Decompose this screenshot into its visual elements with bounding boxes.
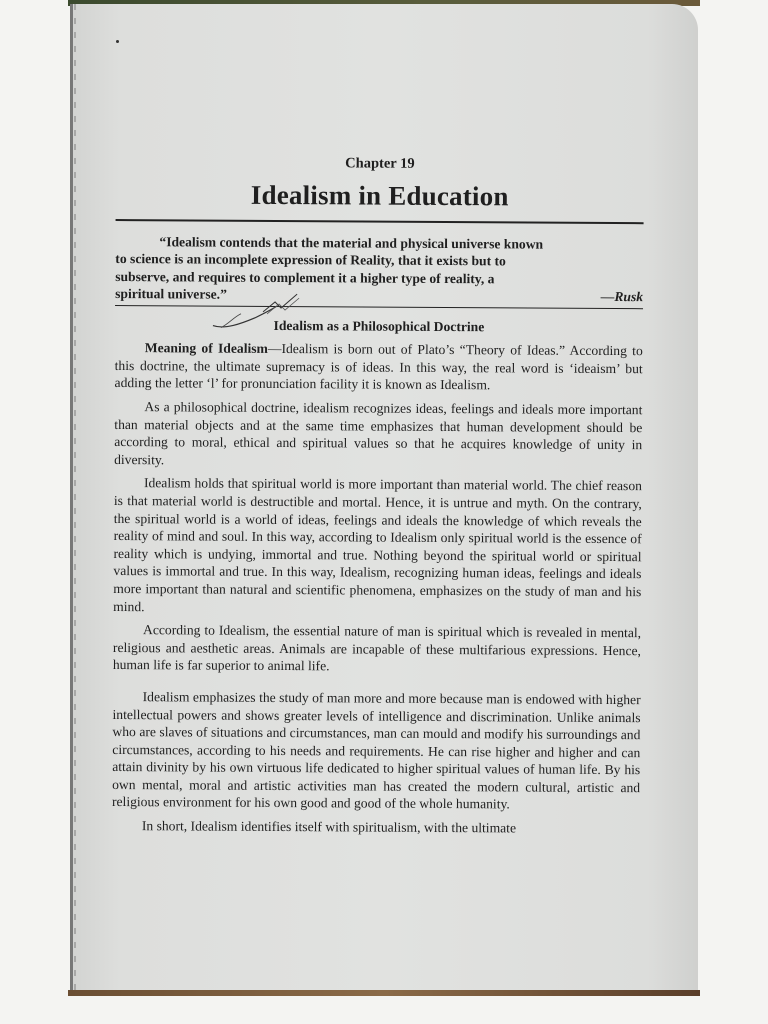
pen-tick-icon — [261, 290, 301, 316]
epigraph-author: —Rusk — [600, 289, 644, 305]
epigraph — [115, 233, 643, 306]
title-rule — [116, 219, 644, 224]
section-heading-wrap — [115, 317, 643, 336]
epigraph-last-line — [115, 285, 643, 306]
epigraph-line-2: to science is an incomplete expression of Reality, that it exists but to — [115, 251, 506, 269]
paragraph-body: Idealism holds that spiritual world is more important than material world. The chief reason is that material world is destructible and mortal. Hence, it is untrue and myth. On the contrary, the spiritual world is a world of ideas, feelings and ideals the knowledge of which reveals the reality of mind and soul. In this way, according to Idealism only spiritual world is the essence of reality which is undying, immortal and true. Nothing beyond the spiritual world or spiritual values is immortal and true. In this way, Idealism, recognizing human ideas, feelings and ideals more important than natural and scientific phenomena, emphasizes on the study of man and his mind. — [113, 475, 643, 614]
chapter-label: Chapter 19 — [345, 155, 415, 172]
paragraph-meaning — [115, 339, 643, 395]
page-spine-shadow — [70, 4, 73, 992]
section-heading: Idealism as a Philosophical Doctrine — [273, 318, 485, 335]
page-content — [112, 150, 644, 838]
epigraph-line-1: “Idealism contends that the material and physical universe known — [159, 234, 544, 252]
ink-speck — [116, 40, 119, 43]
paragraph-text: —Idealism is born out of Plato’s “Theory of Ideas.” According to this doctrine, the ultimate supremacy is of ideas. In this way, the real word is ‘ideaism’ but adding the letter ‘l’ for pronunciation facility it is known as Idealism. — [114, 341, 643, 393]
paragraph-body: Idealism emphasizes the study of man more and more because man is endowed with higher intellectual powers and shows greater levels of intelligence and discrimination. Unlike animals who are slaves of situations and circumstances, man can mould and modify his surroundings and circumstances, according to his needs and requirements. He can rise higher and higher and can attain divinity by his own virtuous life dedicated to higher spiritual values of human life. By his own mental, moral and artistic activities man has created the modern cultural, artistic and religious environment for his own good and good of the whole humanity. — [111, 689, 641, 812]
paragraph-body: As a philosophical doctrine, idealism recognizes ideas, feelings and ideals more important than material objects and at the same time emphasizes that human development should be according to moral, ethical and spiritual values so that he acquires knowledge of unity in diversity. — [114, 399, 643, 468]
book-page — [70, 4, 698, 992]
epigraph-line-3: subserve, and requires to complement it a higher type of reality, a — [115, 268, 495, 287]
term-meaning-of-idealism: Meaning of Idealism — [144, 340, 268, 357]
page-binding-line — [74, 4, 76, 992]
epigraph-line-4: spiritual universe.” — [115, 286, 227, 302]
paragraph-body: According to Idealism, the essential nature of man is spiritual which is revealed in mental, religious and aesthetic areas. Animals are incapable of these multifarious expressions. Hence, human life is far superior to animal life. — [112, 622, 642, 674]
chapter-title: Idealism in Education — [250, 179, 509, 212]
paragraph-body: In short, Idealism identifies itself with spiritualism, with the ultimate — [141, 818, 517, 836]
table-edge-bottom — [68, 990, 700, 996]
